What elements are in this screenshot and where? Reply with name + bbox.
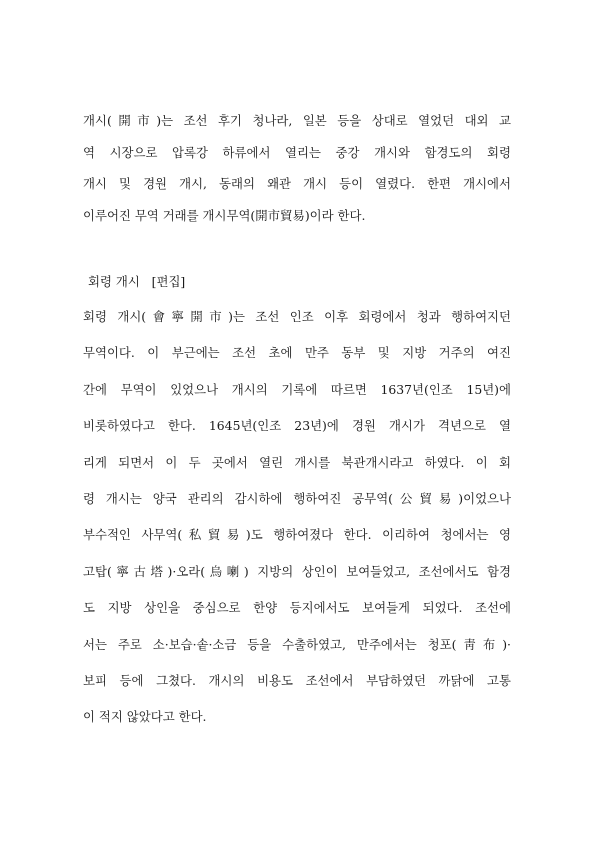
section-line: 령 개시는 양국 관리의 감시하에 행하여진 공무역(公貿易)이었으나 [83,490,511,506]
section-line: 비롯하였다고 한다. 1645년(인조 23년)에 경원 개시가 격년으로 열 [83,418,511,434]
section-line: 리게 되면서 이 두 곳에서 열린 개시를 북관개시라고 하였다. 이 회 [83,454,511,470]
section-title: 회령 개시 [88,274,140,289]
section-line: 보피 등에 그쳤다. 개시의 비용도 조선에서 부담하였던 까닭에 고통 [83,672,511,688]
edit-link[interactable]: [편집] [151,274,186,289]
section-line: 도 지방 상인을 중심으로 한양 등지에서도 보여들게 되었다. 조선에 [83,600,511,616]
section-line: 부수적인 사무역(私貿易)도 행하여졌다 한다. 이리하여 청에서는 영 [83,527,511,543]
section-line: 회령 개시(會寧開市)는 조선 인조 이후 회령에서 청과 행하여지던 [83,309,511,324]
section-line: 고탑(寧古塔)·오라(烏喇) 지방의 상인이 보여들었고, 조선에서도 함경 [83,563,511,579]
section-line: 이 적지 않았다고 한다. [83,709,207,725]
intro-paragraph [83,113,511,239]
intro-line: 개시 및 경원 개시, 동래의 왜관 개시 등이 열렸다. 한편 개시에서 [83,176,511,191]
section-paragraph [83,309,511,746]
section-line: 간에 무역이 있었으나 개시의 기록에 따르면 1637년(인조 15년)에 [83,381,511,397]
section-line: 무역이다. 이 부근에는 조선 초에 만주 동부 및 지방 거주의 여진 [83,345,511,361]
intro-line: 역 시장으로 압록강 하류에서 열리는 중강 개시와 함경도의 회령 [83,144,511,160]
intro-line: 이루어진 무역 거래를 개시무역(開市貿易)이라 한다. [83,207,366,223]
section-heading [88,274,185,290]
intro-line: 개시(開市)는 조선 후기 청나라, 일본 등을 상대로 열었던 대외 교 [83,113,511,128]
section-line: 서는 주로 소·보습·솥·소금 등을 수출하였고, 만주에서는 청포(靑布)· [83,636,511,652]
